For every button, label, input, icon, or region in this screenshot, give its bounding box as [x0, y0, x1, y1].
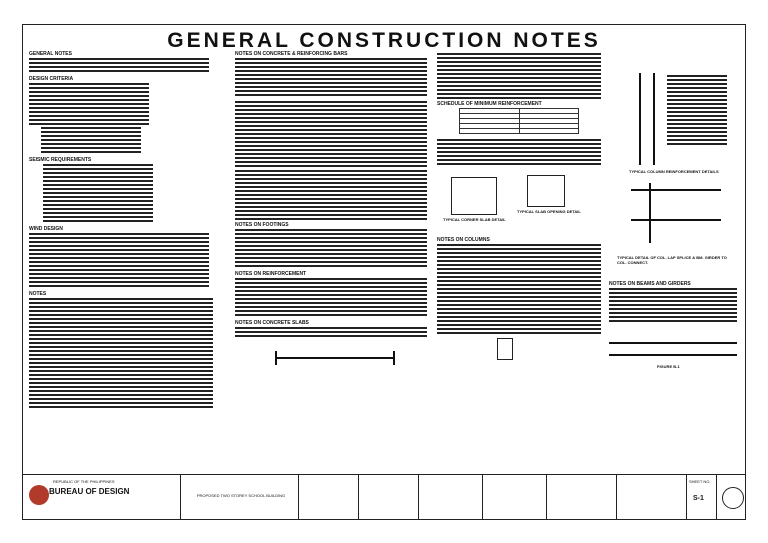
beam-elevation-detail	[609, 324, 741, 374]
corner-slab-caption: TYPICAL CORNER SLAB DETAIL	[443, 217, 506, 222]
reinforcement-table	[459, 108, 579, 134]
slab-header: NOTES ON CONCRETE SLABS	[235, 320, 309, 326]
concrete-spec-block	[235, 101, 427, 167]
slab-details	[437, 165, 605, 235]
title-block	[23, 474, 745, 519]
slab-section-detail	[235, 343, 431, 373]
corner-slab-detail	[451, 177, 497, 215]
general-notes-header: GENERAL NOTES	[29, 51, 72, 57]
slab-opening-caption: TYPICAL SLAB OPENING DETAIL	[517, 209, 581, 214]
lap-splice-detail	[609, 179, 741, 279]
sheet-label: SHEET NO.	[689, 479, 711, 484]
reinforcement-text-block	[235, 278, 427, 318]
republic-label: REPUBLIC OF THE PHILIPPINES	[53, 479, 115, 484]
design-criteria-header: DESIGN CRITERIA	[29, 76, 74, 82]
concrete-notes-column	[235, 49, 431, 475]
notes-header: NOTES	[29, 291, 47, 297]
general-notes-column	[29, 49, 217, 475]
criteria-text-block	[29, 83, 149, 127]
long-notes-block	[29, 298, 213, 408]
sheet-title: GENERAL CONSTRUCTION NOTES	[167, 29, 601, 52]
slab-notes-block	[437, 139, 601, 165]
detail-column	[609, 49, 741, 475]
agency-cell	[23, 475, 181, 519]
wind-header: WIND DESIGN	[29, 226, 63, 232]
reinforcement-header: NOTES ON REINFORCEMENT	[235, 271, 307, 277]
figure-label: FIGURE B-1	[657, 364, 680, 369]
formula-block	[41, 127, 141, 155]
footings-header: NOTES ON FOOTINGS	[235, 222, 289, 228]
sheet-number-cell	[687, 475, 717, 519]
approval-cell	[717, 475, 746, 519]
slab-text-block	[235, 327, 427, 339]
footings-text-block	[235, 229, 427, 269]
drawing-sheet	[22, 24, 746, 520]
wind-text-block	[29, 233, 209, 289]
seismic-text-block	[43, 164, 153, 224]
concrete-text-block	[235, 58, 427, 98]
lap-splice-caption: TYPICAL DETAIL OF COL. LAP SPLICE & BM. GIRDER TO COL. CONNECT.	[617, 255, 727, 265]
beam-notes-header: NOTES ON BEAMS AND GIRDERS	[609, 281, 691, 287]
columns-text-block	[437, 244, 601, 334]
notes-text-block	[29, 58, 209, 74]
reinforcing-text-block	[235, 170, 427, 220]
column-text-block	[437, 53, 601, 99]
columns-header: NOTES ON COLUMNS	[437, 237, 490, 243]
agency-seal	[29, 485, 49, 505]
min-reinforcement-header: SCHEDULE OF MINIMUM REINFORCEMENT	[437, 101, 542, 107]
beam-text-block	[609, 288, 737, 324]
column-detail-caption: TYPICAL COLUMN REINFORCEMENT DETAILS	[629, 169, 719, 174]
approval-seal	[722, 487, 744, 509]
project-title: PROPOSED TWO STOREY SCHOOL BUILDING	[196, 493, 286, 498]
concrete-header: NOTES ON CONCRETE & REINFORCING BARS	[235, 51, 348, 57]
bureau-name: BUREAU OF DESIGN	[49, 487, 130, 496]
column-reinforcement-detail	[609, 49, 741, 179]
sheet-number: S-1	[693, 495, 704, 502]
slab-opening-detail	[527, 175, 565, 207]
seismic-header: SEISMIC REQUIREMENTS	[29, 157, 92, 163]
hook-detail	[437, 334, 605, 364]
project-cell	[181, 475, 299, 519]
columns-notes-column	[437, 49, 605, 475]
